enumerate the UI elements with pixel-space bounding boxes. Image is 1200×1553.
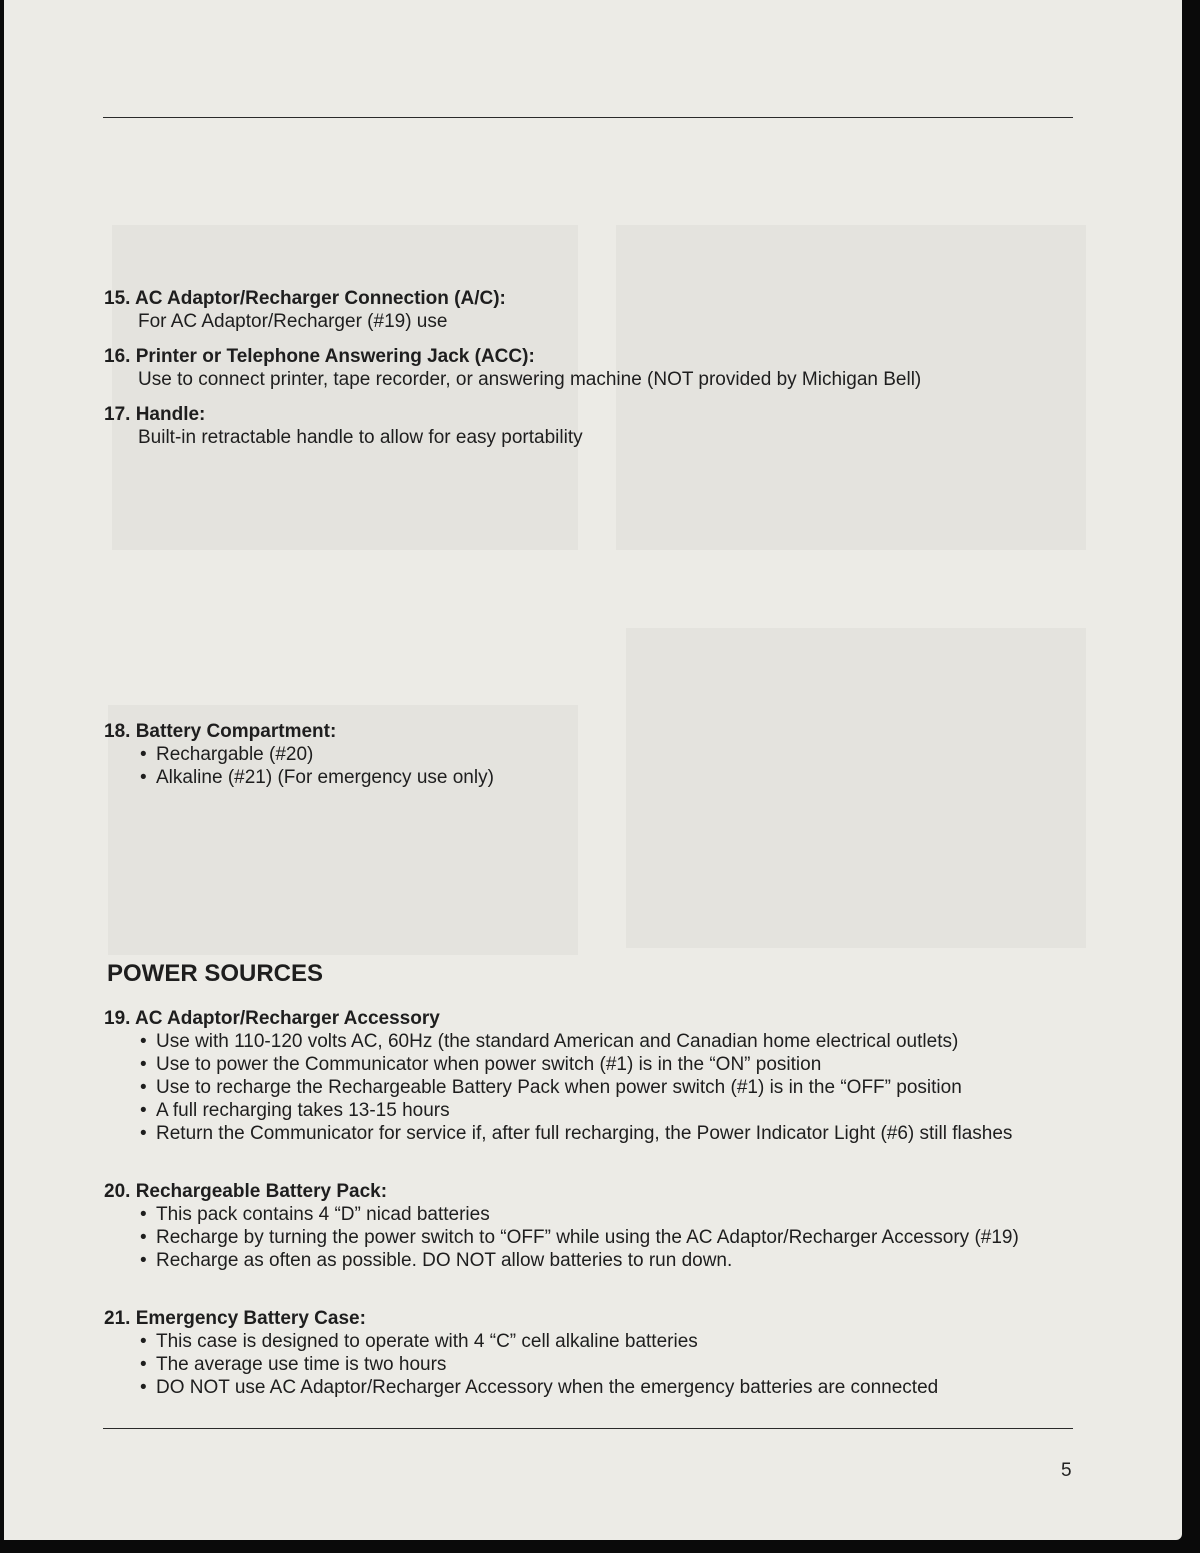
- item-heading: 18. Battery Compartment:: [104, 721, 337, 742]
- item-heading: 17. Handle:: [104, 404, 206, 425]
- page-number: 5: [1061, 1460, 1072, 1481]
- item-21: [104, 1307, 1076, 1399]
- list-item: • Use to power the Communicator when power switch (#1) is in the “ON” position: [138, 1053, 1076, 1076]
- item-description: Built-in retractable handle to allow for easy portability: [138, 427, 583, 448]
- list-item: • Rechargable (#20): [138, 743, 494, 766]
- list-item: • Recharge by turning the power switch to “OFF” while using the AC Adaptor/Recharger Accessory (#19): [138, 1226, 1076, 1249]
- item-heading: 20. Rechargeable Battery Pack:: [104, 1181, 388, 1202]
- list-item: • Use to recharge the Rechargeable Battery Pack when power switch (#1) is in the “OFF” position: [138, 1076, 1076, 1099]
- item-description: Use to connect printer, tape recorder, or answering machine (NOT provided by Michigan Bell): [138, 369, 922, 390]
- item-heading: 21. Emergency Battery Case:: [104, 1308, 366, 1329]
- list-item: • Use with 110-120 volts AC, 60Hz (the standard American and Canadian home electrical outlets): [138, 1030, 1076, 1053]
- list-item: • Alkaline (#21) (For emergency use only): [138, 766, 494, 789]
- list-item: • This case is designed to operate with 4 “C” cell alkaline batteries: [138, 1330, 1076, 1353]
- bullet-list: [104, 1030, 1076, 1145]
- bullet-list: [104, 1330, 1076, 1399]
- bottom-divider: [103, 1428, 1073, 1429]
- item-19: [104, 1007, 1076, 1145]
- list-item: • DO NOT use AC Adaptor/Recharger Accessory when the emergency batteries are connected: [138, 1376, 1076, 1399]
- item-17: [104, 403, 583, 449]
- item-heading: 15. AC Adaptor/Recharger Connection (A/C):: [104, 288, 506, 309]
- item-heading: 16. Printer or Telephone Answering Jack (ACC):: [104, 346, 535, 367]
- show-through-photo: [626, 628, 1086, 948]
- item-18: [104, 720, 494, 789]
- list-item: • This pack contains 4 “D” nicad batteries: [138, 1203, 1076, 1226]
- manual-page: [4, 0, 1182, 1540]
- list-item: • Recharge as often as possible. DO NOT allow batteries to run down.: [138, 1249, 1076, 1272]
- item-description: For AC Adaptor/Recharger (#19) use: [138, 311, 448, 332]
- top-divider: [103, 117, 1073, 118]
- item-15: [104, 287, 506, 333]
- bullet-list: [104, 743, 494, 789]
- item-heading: 19. AC Adaptor/Recharger Accessory: [104, 1008, 440, 1029]
- list-item: • The average use time is two hours: [138, 1353, 1076, 1376]
- item-16: [104, 345, 921, 391]
- list-item: • A full recharging takes 13-15 hours: [138, 1099, 1076, 1122]
- list-item: • Return the Communicator for service if, after full recharging, the Power Indicator Light (#6) still flashes: [138, 1122, 1076, 1145]
- bullet-list: [104, 1203, 1076, 1272]
- section-heading: POWER SOURCES: [107, 960, 324, 987]
- item-20: [104, 1180, 1076, 1272]
